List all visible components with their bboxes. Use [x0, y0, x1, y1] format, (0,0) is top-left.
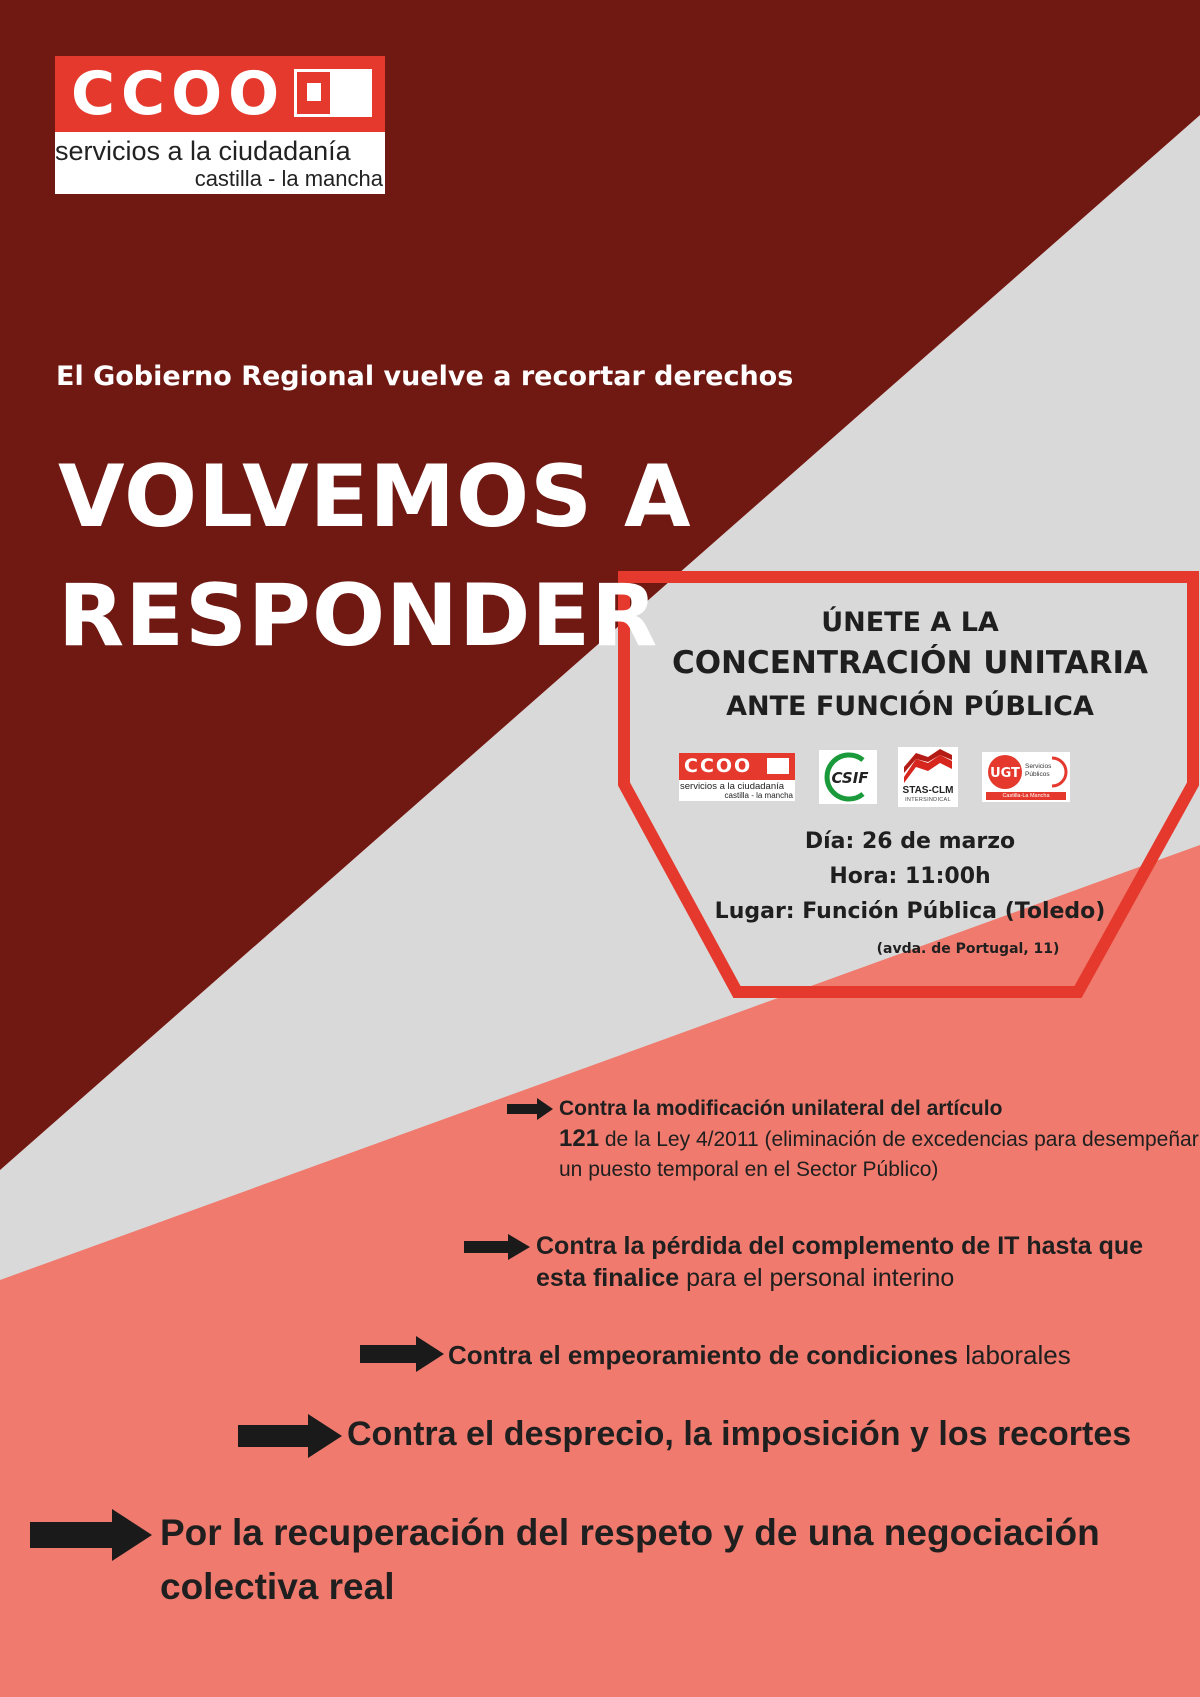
stas-sub: INTERSINDICAL [905, 797, 951, 803]
ccoo-logo [55, 56, 385, 194]
event-address: (avda. de Portugal, 11) [876, 941, 1060, 957]
demand-rest: de la Ley 4/2011 (eliminación de excedencias para desempeñar un puesto temporal en el Sector Público) [559, 1128, 1199, 1181]
ugt-name: UGT [990, 766, 1020, 781]
arrow-right-icon [360, 1336, 444, 1372]
callout-line1: ÚNETE A LA [821, 607, 999, 638]
demand-rest: para el personal interino [679, 1264, 955, 1292]
demand-text [559, 1094, 1199, 1185]
csif-emblem-icon [819, 750, 877, 804]
demand-rest: laborales [958, 1340, 1071, 1370]
callout-line3: ANTE FUNCIÓN PÚBLICA [726, 691, 1094, 722]
stas-name: STAS-CLM [902, 785, 954, 796]
castilla-flag-icon [767, 758, 789, 774]
event-place: Lugar: Función Pública (Toledo) [714, 899, 1106, 924]
demand-text: Contra el desprecio, la imposición y los recortes [347, 1415, 1132, 1453]
event-day: Día: 26 de marzo [804, 829, 1016, 854]
callout-line2: CONCENTRACIÓN UNITARIA [671, 645, 1149, 681]
demand-bold-number: 121 [559, 1125, 600, 1152]
ccoo-logo-letters: CCOO [71, 59, 286, 129]
demand-text: Por la recuperación del respeto y de una negociación colectiva real [160, 1512, 1100, 1607]
ugt-text1: Servicios [1025, 763, 1052, 770]
headline-line2: RESPONDER [58, 566, 659, 666]
event-time: Hora: 11:00h [829, 864, 991, 889]
arrow-right-icon [30, 1509, 152, 1561]
demand-bold: Contra la modificación unilateral del artículo [559, 1097, 1003, 1120]
arrow-right-icon [507, 1098, 553, 1120]
ccoo-mini-line2: castilla - la mancha [724, 791, 793, 800]
ccoo-logo-line1: servicios a la ciudadanía [55, 136, 351, 166]
demand-bold: Contra el empeoramiento de condiciones [448, 1340, 958, 1370]
ccoo-mini-letters: CCOO [684, 755, 753, 777]
castilla-flag-icon [294, 69, 372, 117]
arrow-right-icon [238, 1414, 342, 1458]
demand-text [448, 1339, 1200, 1371]
headline-line1: VOLVEMOS A [58, 447, 692, 547]
ccoo-mini-logo [679, 753, 795, 801]
demand-text [536, 1230, 1196, 1294]
csif-logo [819, 750, 877, 804]
ugt-text2: Públicos [1025, 771, 1050, 778]
stas-clm-logo [898, 747, 958, 807]
ugt-logo [982, 752, 1070, 802]
ugt-strip: Castilla-La Mancha [986, 792, 1066, 800]
demand-bold: Contra la pérdida del complemento de IT hasta que esta finalice [536, 1232, 1144, 1292]
ccoo-mini-line1: servicios a la ciudadanía [680, 781, 785, 792]
subtitle: El Gobierno Regional vuelve a recortar derechos [56, 361, 794, 392]
stas-flags-icon [898, 747, 958, 785]
csif-name: CSIF [831, 769, 869, 787]
castle-icon [307, 83, 321, 101]
arrow-right-icon [464, 1234, 530, 1260]
ccoo-logo-line2: castilla - la mancha [194, 166, 383, 191]
